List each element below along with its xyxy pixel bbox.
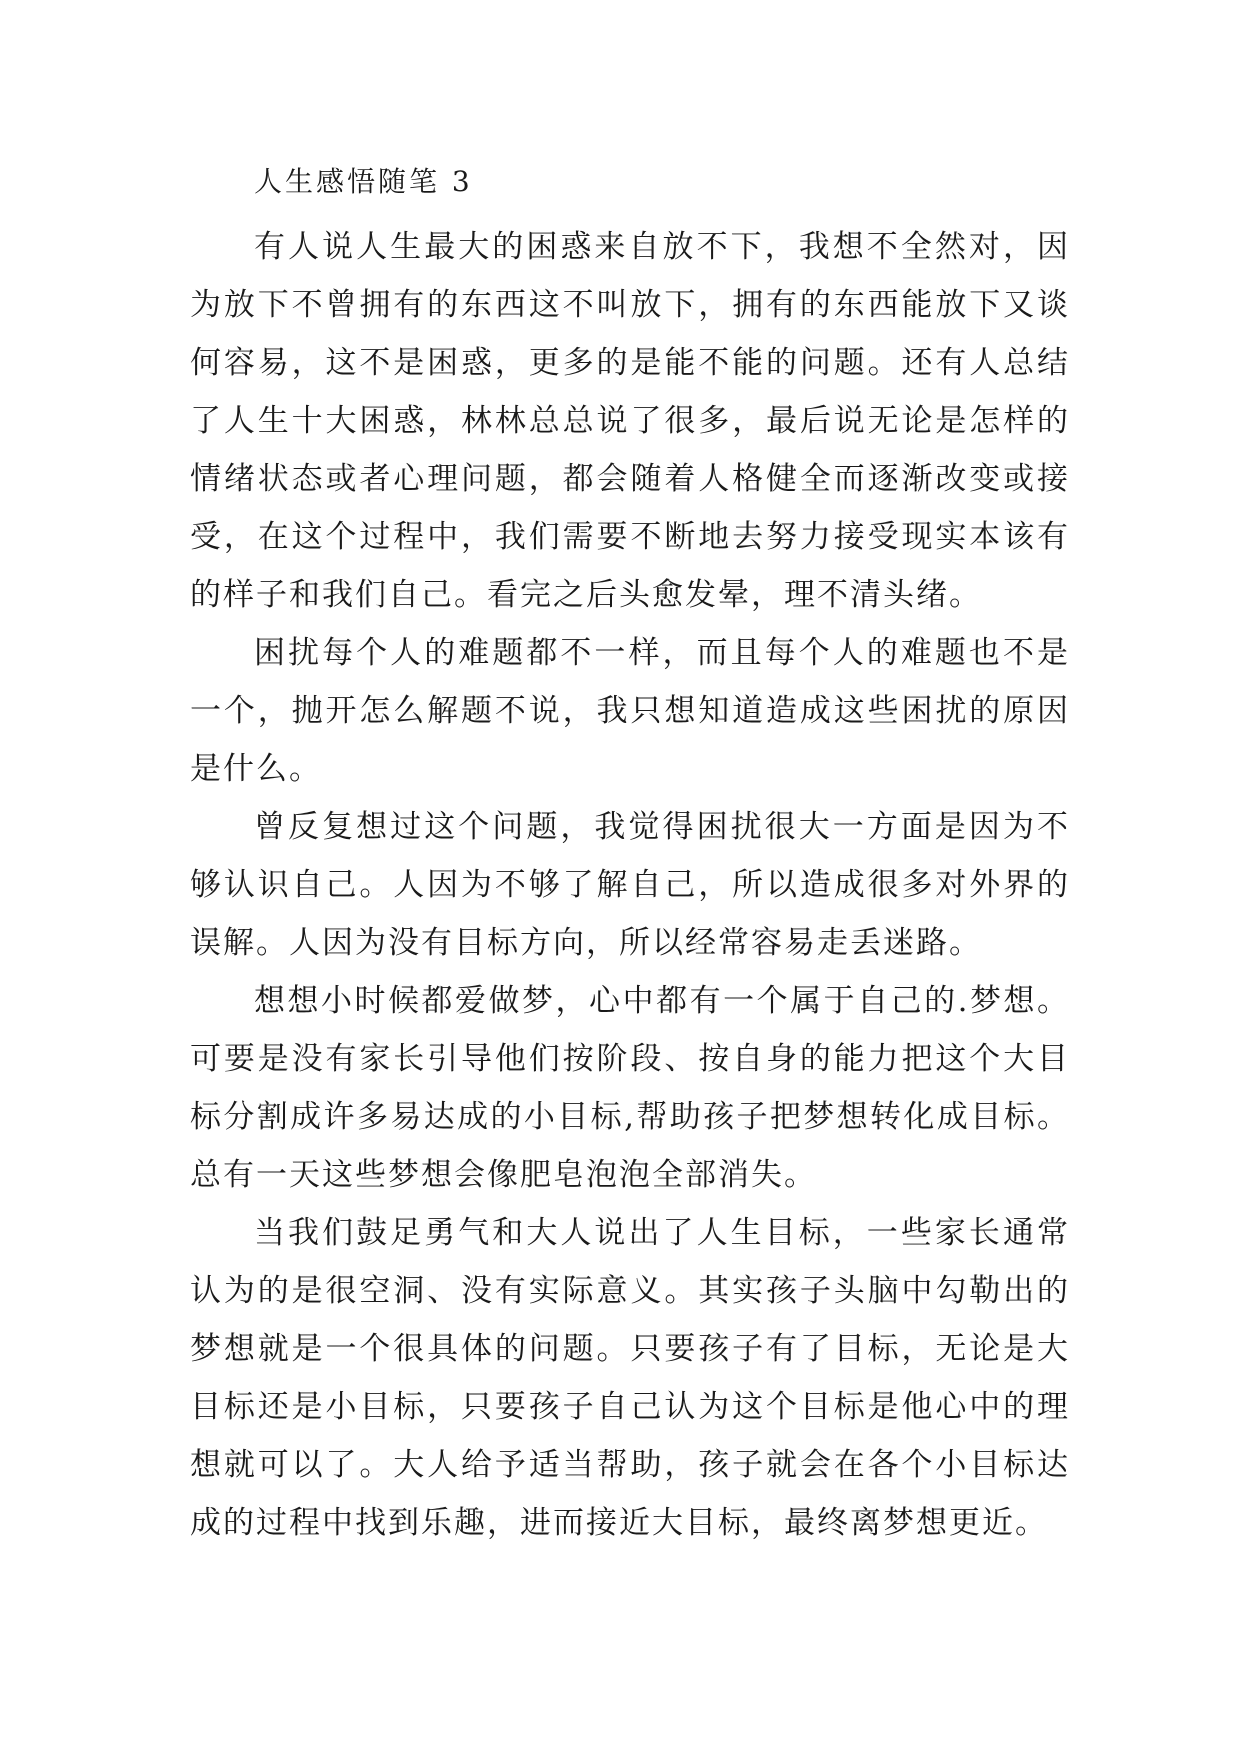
- document-title: 人生感悟随笔 3: [254, 165, 473, 198]
- paragraph: 想想小时候都爱做梦，心中都有一个属于自己的.梦想。可要是没有家长引导他们按阶段、按自身的能力把这个大目标分割成许多易达成的小目标,帮助孩子把梦想转化成目标。总有一天这些梦想会像肥皂泡泡全部消失。: [190, 983, 1070, 1193]
- document-body: [190, 154, 1070, 1552]
- paragraph: 当我们鼓足勇气和大人说出了人生目标，一些家长通常认为的是很空洞、没有实际意义。其实孩子头脑中勾勒出的梦想就是一个很具体的问题。只要孩子有了目标，无论是大目标还是小目标，只要孩子自己认为这个目标是他心中的理想就可以了。大人给予适当帮助，孩子就会在各个小目标达成的过程中找到乐趣，进而接近大目标，最终离梦想更近。: [190, 1215, 1070, 1541]
- paragraph: 曾反复想过这个问题，我觉得困扰很大一方面是因为不够认识自己。人因为不够了解自己，所以造成很多对外界的误解。人因为没有目标方向，所以经常容易走丢迷路。: [190, 809, 1070, 961]
- paragraph: 有人说人生最大的困惑来自放不下，我想不全然对，因为放下不曾拥有的东西这不叫放下，拥有的东西能放下又谈何容易，这不是困惑，更多的是能不能的问题。还有人总结了人生十大困惑，林林总总说了很多，最后说无论是怎样的情绪状态或者心理问题，都会随着人格健全而逐渐改变或接受，在这个过程中，我们需要不断地去努力接受现实本该有的样子和我们自己。看完之后头愈发晕，理不清头绪。: [190, 229, 1070, 613]
- paragraph: 困扰每个人的难题都不一样，而且每个人的难题也不是一个，抛开怎么解题不说，我只想知道造成这些困扰的原因是什么。: [190, 635, 1070, 787]
